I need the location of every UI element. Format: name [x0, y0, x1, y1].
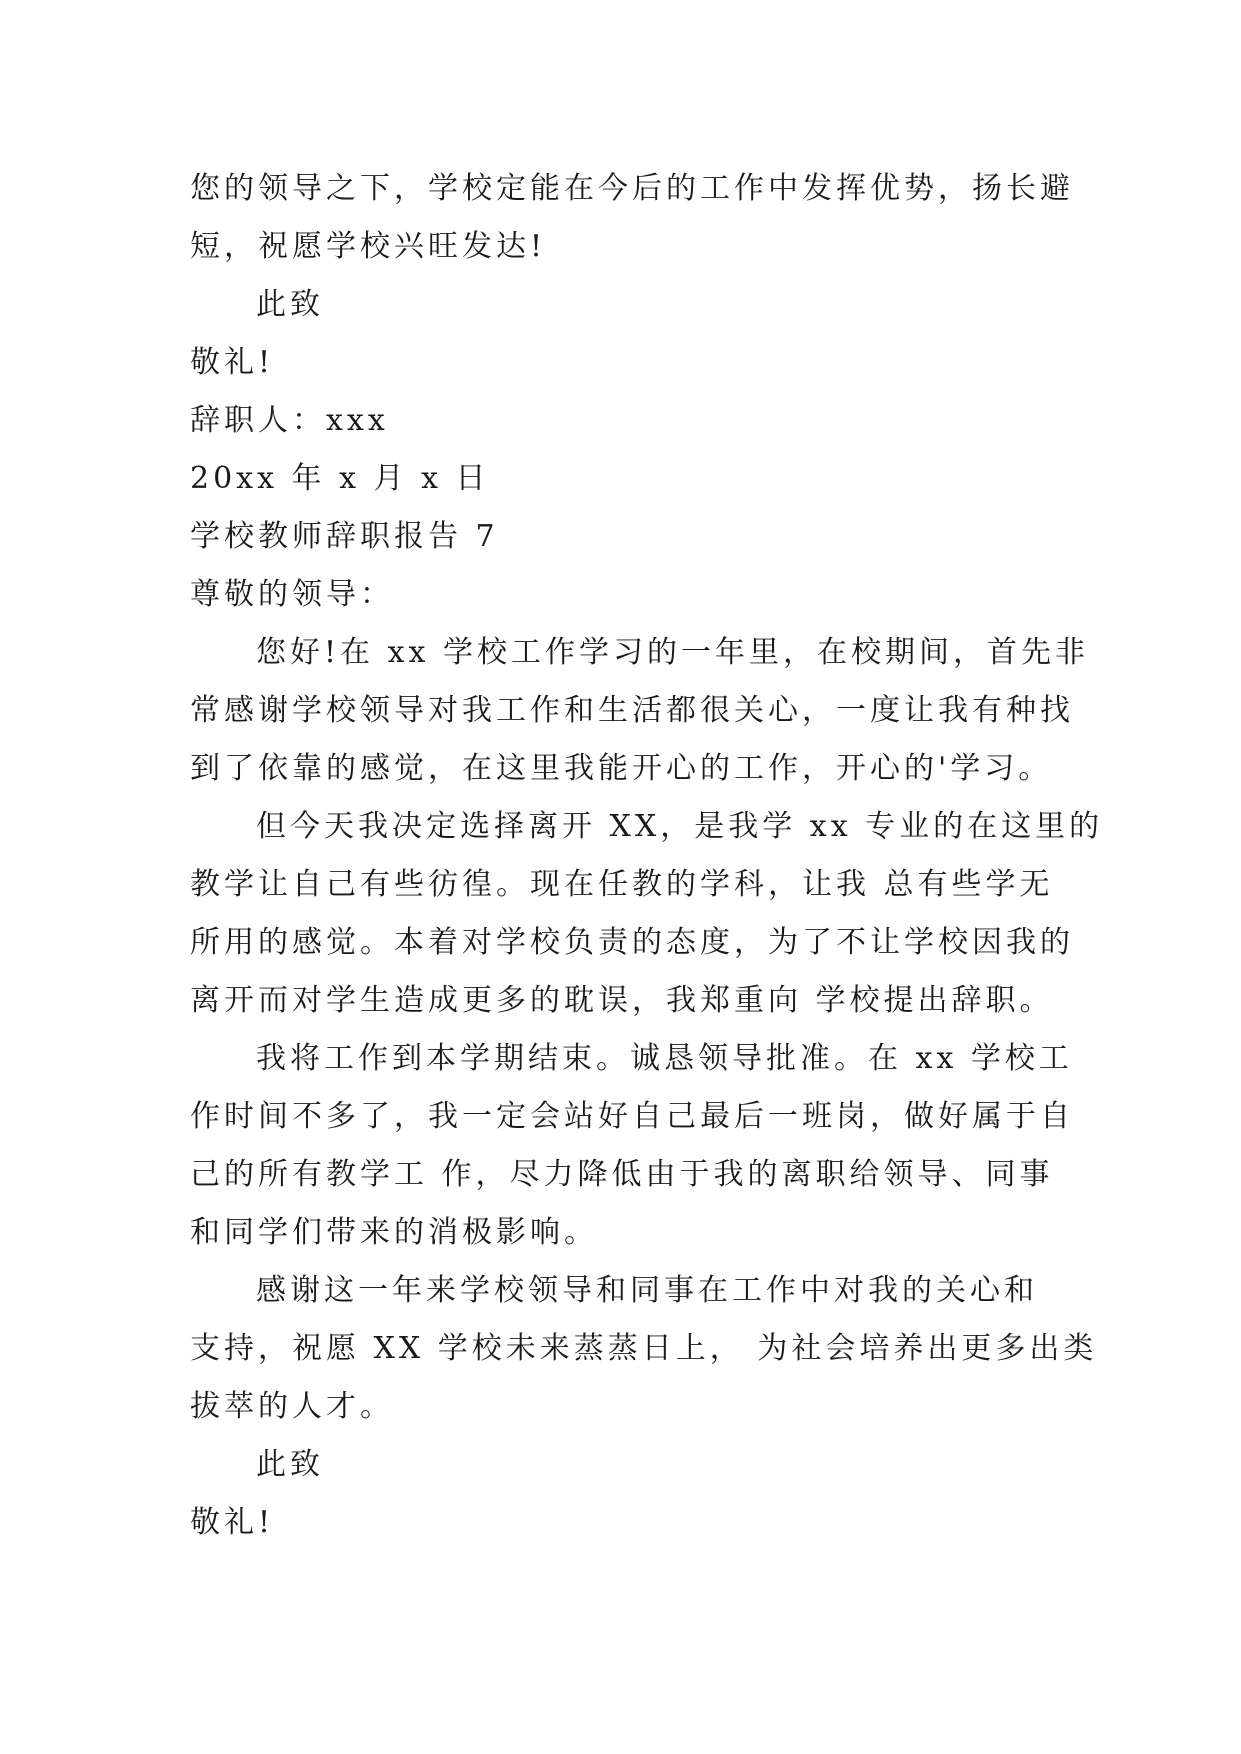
text-line-18: 己的所有教学工 作，尽力降低由于我的离职给领导、同事: [190, 1157, 1054, 1192]
text-line-2: 短，祝愿学校兴旺发达!: [190, 229, 547, 264]
greeting: 尊敬的领导：: [190, 577, 394, 612]
letter-date: 20xx 年 x 月 x 日: [190, 461, 490, 496]
text-line-17: 作时间不多了，我一定会站好自己最后一班岗，做好属于自: [190, 1099, 1074, 1134]
text-line-9: 您好!在 xx 学校工作学习的一年里，在校期间，首先非: [256, 635, 1089, 670]
closing-salutation: 此致: [256, 287, 324, 322]
text-line-20: 感谢这一年来学校领导和同事在工作中对我的关心和: [256, 1273, 1038, 1308]
text-line-14: 所用的感觉。本着对学校负责的态度，为了不让学校因我的: [190, 925, 1074, 960]
text-line-10: 常感谢学校领导对我工作和生活都很关心，一度让我有种找: [190, 693, 1074, 728]
closing-salutation-2: 此致: [256, 1447, 324, 1482]
text-line-21: 支持，祝愿 XX 学校未来蒸蒸日上， 为社会培养出更多出类: [190, 1331, 1098, 1366]
text-line-12: 但今天我决定选择离开 XX，是我学 xx 专业的在这里的: [256, 809, 1104, 844]
closing-respect-2: 敬礼!: [190, 1505, 275, 1540]
text-line-11: 到了依靠的感觉，在这里我能开心的工作，开心的'学习。: [190, 751, 1053, 786]
closing-respect: 敬礼!: [190, 345, 275, 380]
text-line-16: 我将工作到本学期结束。诚恳领导批准。在 xx 学校工: [256, 1041, 1073, 1076]
text-line-19: 和同学们带来的消极影响。: [190, 1215, 598, 1250]
letter-body: [190, 160, 1104, 1552]
resigner-name: 辞职人：xxx: [190, 403, 389, 438]
text-line-15: 离开而对学生造成更多的耽误，我郑重向 学校提出辞职。: [190, 983, 1054, 1018]
text-line-1: 您的领导之下，学校定能在今后的工作中发挥优势，扬长避: [190, 171, 1074, 206]
section-title: 学校教师辞职报告 7: [190, 519, 499, 554]
text-line-13: 教学让自己有些彷徨。现在任教的学科，让我 总有些学无: [190, 867, 1054, 902]
text-line-22: 拔萃的人才。: [190, 1389, 394, 1424]
